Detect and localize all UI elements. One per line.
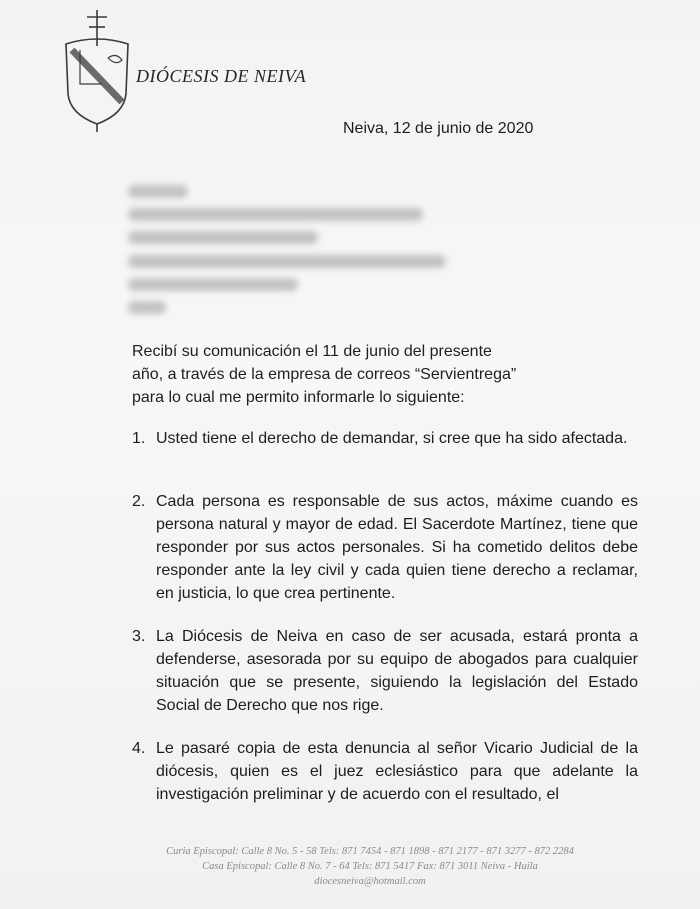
list-item-text: Le pasaré copia de esta denuncia al señor Vicario Judicial de la diócesis, quien es el juez eclesiástico para que adelante la investigación preliminar y de acuerdo con el resultado, el xyxy=(156,740,638,803)
list-item-text: La Diócesis de Neiva en caso de ser acusada, estará pronta a defenderse, asesorada por su equipo de abogados para cualquier situación que se presente, siguiendo la legislación del Estado Social de Derecho que nos rige. xyxy=(156,628,638,714)
redacted-line xyxy=(128,255,446,268)
footer-curia-line: Curia Episcopal: Calle 8 No. 5 - 58 Tels: 871 7454 - 871 1898 - 871 2177 - 871 3277 - 872 2284 xyxy=(166,846,574,857)
episcopal-crest-icon xyxy=(58,6,136,136)
diocese-name: DIÓCESIS DE NEIVA xyxy=(136,66,307,86)
redacted-line xyxy=(128,278,298,291)
redacted-line xyxy=(128,185,188,198)
redacted-line xyxy=(128,208,423,221)
redacted-line xyxy=(128,231,318,244)
letterhead-footer xyxy=(100,844,640,889)
list-item-text: Cada persona es responsable de sus actos, máxime cuando es persona natural y mayor de edad. El Sacerdote Martínez, tiene que responder por sus actos personales. Si ha cometido delitos debe responder ante la ley civil y cada quien tiene derecho a reclamar, en justicia, lo que crea pertinente. xyxy=(156,493,638,602)
intro-paragraph: Recibí su comunicación el 11 de junio del presente año, a través de la empresa de correos “Servientrega” para lo cual me permito informarle lo siguiente: xyxy=(132,343,517,406)
list-item-text: Usted tiene el derecho de demandar, si cree que ha sido afectada. xyxy=(156,430,628,447)
footer-email: diocesneiva@hotmail.com xyxy=(314,876,426,887)
list-item-number: 1. xyxy=(132,430,146,447)
list-item-number: 3. xyxy=(132,628,146,645)
footer-casa-line: Casa Episcopal: Calle 8 No. 7 - 64 Tels: 871 5417 Fax: 871 3011 Neiva - Huila xyxy=(202,861,538,872)
redacted-line xyxy=(128,301,166,314)
list-item-number: 2. xyxy=(132,493,146,510)
date-line: Neiva, 12 de junio de 2020 xyxy=(343,120,534,137)
list-item-number: 4. xyxy=(132,740,146,757)
